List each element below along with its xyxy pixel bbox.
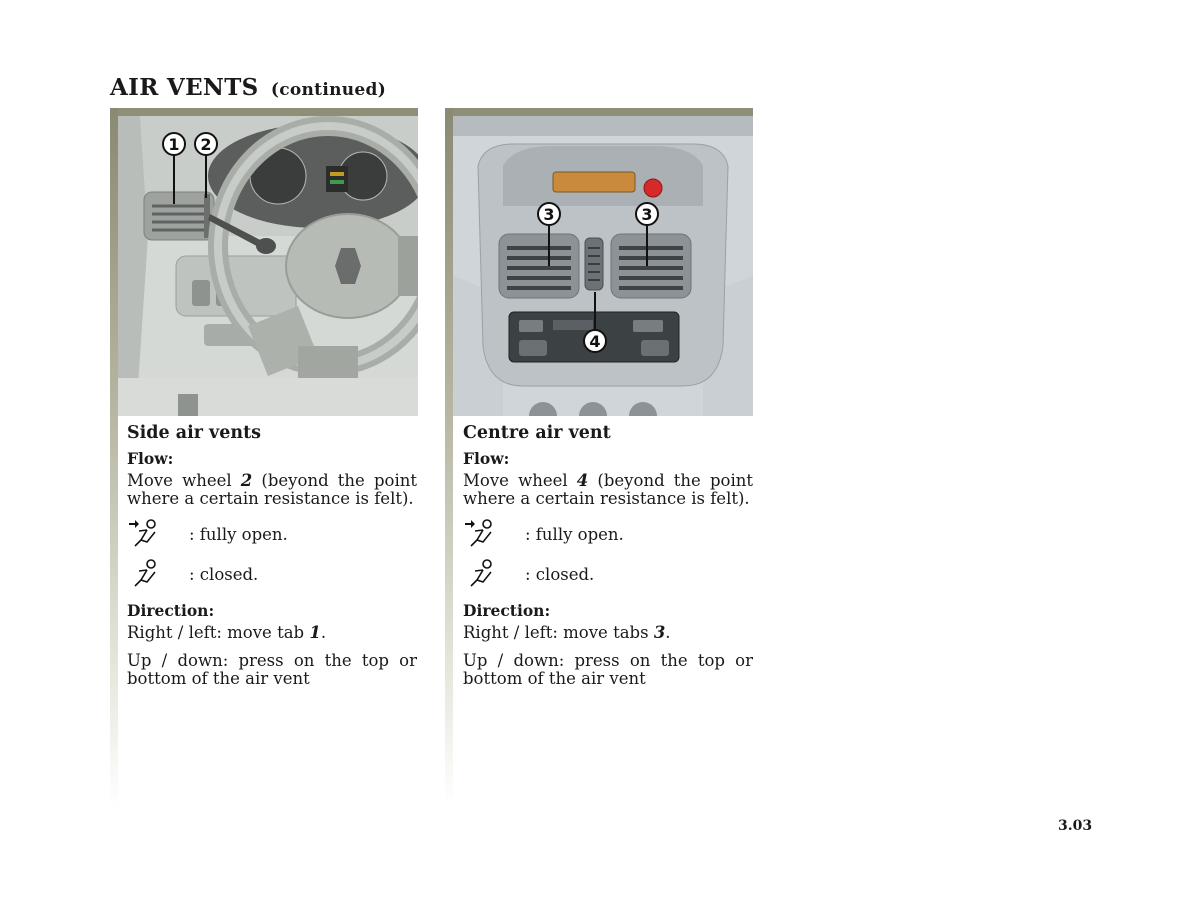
centre-updown-text: Up / down: press on the top or bottom of the air vent <box>463 651 753 688</box>
centre-closed-text: : closed. <box>525 565 595 584</box>
centre-open-text: : fully open. <box>525 525 624 544</box>
callout-1 <box>163 133 185 155</box>
callout-3-right <box>636 203 658 225</box>
centre-vent-section <box>463 420 753 698</box>
side-closed-text: : closed. <box>189 565 259 584</box>
vent-fully-open-icon <box>127 518 189 552</box>
left-column-side-bar <box>110 108 118 808</box>
side-vents-heading: Side air vents <box>127 423 262 443</box>
side-closed-row <box>127 558 417 592</box>
side-flow-label: Flow: <box>127 449 174 468</box>
svg-text:2: 2 <box>200 135 212 154</box>
left-column-top-bar <box>110 108 418 116</box>
callout-3-left <box>538 203 560 225</box>
centre-vent-photo <box>453 116 753 416</box>
title-subtitle: (continued) <box>270 80 387 100</box>
side-open-text: : fully open. <box>189 525 288 544</box>
vent-closed-icon <box>463 558 525 592</box>
callout-2 <box>195 133 217 155</box>
centre-direction-ref: 3 <box>653 623 666 642</box>
side-vents-section <box>127 420 417 698</box>
right-column-top-bar <box>445 108 753 116</box>
centre-closed-row <box>463 558 753 592</box>
side-direction-label: Direction: <box>127 601 215 620</box>
centre-direction-label: Direction: <box>463 601 551 620</box>
right-column-side-bar <box>445 108 453 808</box>
page-title <box>110 74 386 101</box>
page-number: 3.03 <box>1058 818 1093 834</box>
centre-vent-heading: Centre air vent <box>463 423 611 443</box>
vent-fully-open-icon <box>463 518 525 552</box>
side-flow-text: Move wheel 2 (beyond the point where a certain resistance is felt). <box>127 471 417 508</box>
vent-closed-icon <box>127 558 189 592</box>
centre-flow-ref: 4 <box>576 471 589 490</box>
title-main: AIR VENTS <box>110 74 259 101</box>
side-direction-text: Right / left: move tab 1. <box>127 623 327 642</box>
centre-flow-text: Move wheel 4 (beyond the point where a certain resistance is felt). <box>463 471 753 508</box>
svg-text:1: 1 <box>168 135 180 154</box>
svg-text:3: 3 <box>543 205 555 224</box>
side-direction-ref: 1 <box>309 623 321 642</box>
side-open-row <box>127 518 417 552</box>
centre-open-row <box>463 518 753 552</box>
centre-direction-text: Right / left: move tabs 3. <box>463 623 671 642</box>
callout-4 <box>584 330 606 352</box>
side-updown-text: Up / down: press on the top or bottom of the air vent <box>127 651 417 688</box>
svg-text:4: 4 <box>589 332 601 351</box>
side-flow-ref: 2 <box>240 471 253 490</box>
centre-flow-label: Flow: <box>463 449 510 468</box>
side-vent-photo <box>118 116 418 416</box>
svg-text:3: 3 <box>641 205 653 224</box>
